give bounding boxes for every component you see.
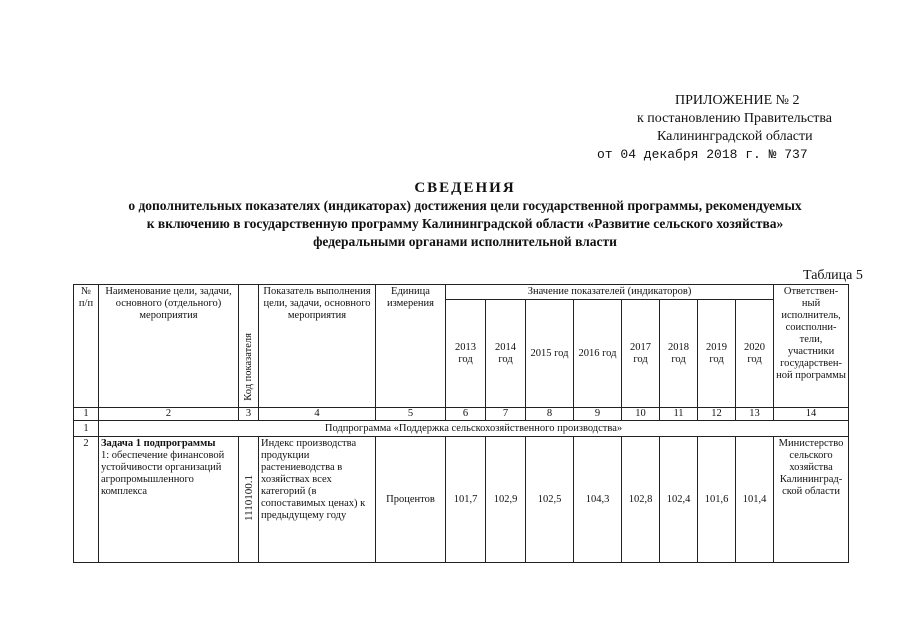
indicators-table [73, 284, 849, 563]
column-number: 5 [376, 408, 446, 421]
row-name-bold: Задача 1 подпрограммы [101, 438, 216, 449]
year-header: 2016 год [574, 300, 622, 408]
column-number: 2 [99, 408, 239, 421]
row-value: 102,4 [660, 437, 698, 563]
header-name: Наименование цели, задачи, основного (отдельного) мероприятия [99, 285, 239, 408]
appendix-ref: к постановлению Правительства [637, 111, 833, 126]
row-value: 101,7 [446, 437, 486, 563]
column-number: 11 [660, 408, 698, 421]
year-header: 2013 год [446, 300, 486, 408]
header-num: № п/п [74, 285, 99, 408]
column-number: 1 [74, 408, 99, 421]
table-row [74, 437, 849, 563]
row-code: 1110100.1 [242, 474, 255, 521]
row-num: 2 [74, 437, 99, 563]
appendix-title: ПРИЛОЖЕНИЕ № 2 [675, 93, 800, 108]
column-number-row [74, 408, 849, 421]
year-header: 2017 год [622, 300, 660, 408]
row-value: 101,4 [736, 437, 774, 563]
row-value: 104,3 [574, 437, 622, 563]
row-name-rest: 1: обеспечение финансовой устойчивости организаций агропромышленного комплекса [101, 450, 225, 497]
row-value: 102,9 [486, 437, 526, 563]
column-number: 4 [259, 408, 376, 421]
column-number: 3 [239, 408, 259, 421]
row-value: 102,5 [526, 437, 574, 563]
header-code: Код показателя [242, 333, 254, 401]
appendix-region: Калининградской области [657, 129, 813, 144]
subprogram-row [74, 421, 849, 437]
header-code-cell [239, 285, 259, 408]
column-number: 13 [736, 408, 774, 421]
column-number: 14 [774, 408, 849, 421]
column-number: 6 [446, 408, 486, 421]
row-value: 102,8 [622, 437, 660, 563]
row-responsible: Министерство сельского хозяйства Калининград-ской области [774, 437, 849, 563]
subprogram-title: Подпрограмма «Поддержка сельскохозяйственного производства» [99, 421, 849, 437]
column-number: 7 [486, 408, 526, 421]
year-header: 2020 год [736, 300, 774, 408]
header-unit: Единица измерения [376, 285, 446, 408]
year-header: 2014 год [486, 300, 526, 408]
year-header: 2015 год [526, 300, 574, 408]
row-name [99, 437, 239, 563]
table-number: Таблица 5 [803, 268, 863, 283]
header-values: Значение показателей (индикаторов) [446, 285, 774, 300]
document-subtitle-line2: к включению в государственную программу Калининградской области «Развитие сельского хозяйства» [146, 216, 784, 231]
column-number: 8 [526, 408, 574, 421]
document-subtitle-line1: о дополнительных показателях (индикаторах) достижения цели государственной программы, рекомендуемых [128, 198, 802, 213]
appendix-date: от 04 декабря 2018 г. № 737 [597, 147, 808, 162]
column-number: 10 [622, 408, 660, 421]
column-number: 12 [698, 408, 736, 421]
subprogram-num: 1 [74, 421, 99, 437]
column-number: 9 [574, 408, 622, 421]
row-code-cell [239, 437, 259, 563]
document-title: СВЕДЕНИЯ [414, 180, 516, 196]
row-value: 101,6 [698, 437, 736, 563]
header-responsible: Ответствен-ный исполнитель, соисполни-тели, участники государствен-ной программы [774, 285, 849, 408]
year-header: 2018 год [660, 300, 698, 408]
row-indicator: Индекс производства продукции растениеводства в хозяйствах всех категорий (в сопоставимых ценах) к предыдущему году [259, 437, 376, 563]
year-header: 2019 год [698, 300, 736, 408]
row-unit: Процентов [376, 437, 446, 563]
header-indicator: Показатель выполнения цели, задачи, основного мероприятия [259, 285, 376, 408]
document-subtitle-line3: федеральными органами исполнительной власти [313, 234, 617, 249]
